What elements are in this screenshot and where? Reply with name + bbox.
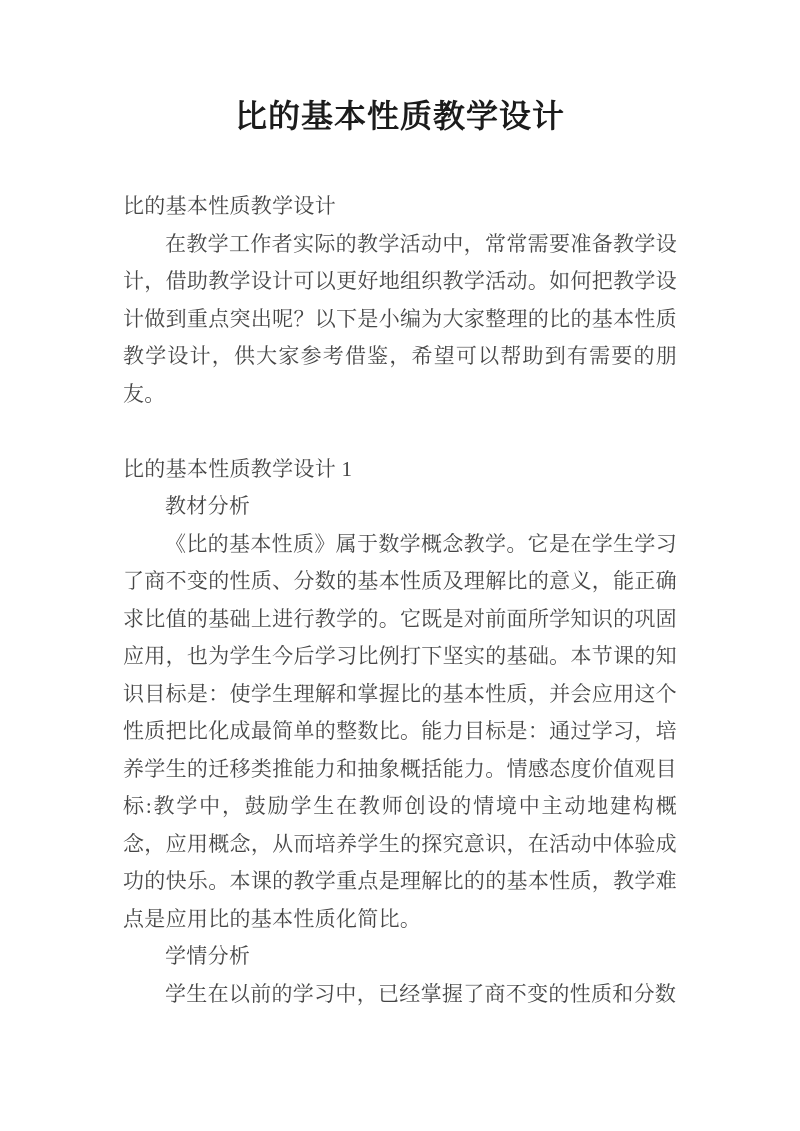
section1-heading: 比的基本性质教学设计 1 [123, 456, 353, 481]
material-analysis-heading: 教材分析 [165, 494, 251, 518]
document-body [123, 188, 677, 1013]
learner-analysis-paragraph: 学生在以前的学习中，已经掌握了商不变的性质和分数 [165, 981, 677, 1006]
intro-heading: 比的基本性质教学设计 [123, 194, 336, 218]
blank-line [123, 413, 677, 451]
intro-paragraph: 在教学工作者实际的教学活动中，常常需要准备教学设计，借助教学设计可以更好地组织教学活动。如何把教学设计做到重点突出呢？以下是小编为大家整理的比的基本性质教学设计，供大家参考借鉴，希望可以帮助到有需要的朋友。 [123, 231, 677, 406]
learner-analysis-heading: 学情分析 [165, 944, 251, 968]
material-analysis-paragraph: 《比的基本性质》属于数学概念教学。它是在学生学习了商不变的性质、分数的基本性质及理解比的意义，能正确求比值的基础上进行教学的。它既是对前面所学知识的巩固应用，也为学生今后学习比例打下坚实的基础。本节课的知识目标是：使学生理解和掌握比的基本性质，并会应用这个性质把比化成最简单的整数比。能力目标是：通过学习，培养学生的迁移类推能力和抽象概括能力。情感态度价值观目标:教学中，鼓励学生在教师创设的情境中主动地建构概念，应用概念，从而培养学生的探究意识，在活动中体验成功的快乐。本课的教学重点是理解比的的基本性质，教学难点是应用比的基本性质化简比。 [123, 531, 677, 931]
document-title: 比的基本性质教学设计 [234, 98, 565, 134]
